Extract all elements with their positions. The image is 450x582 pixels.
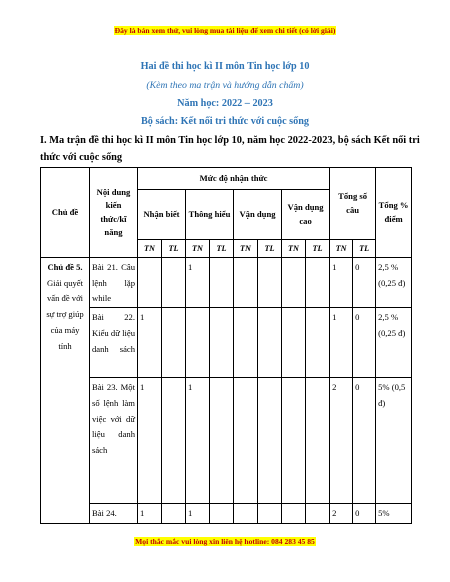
percent-cell: 5%: [376, 504, 412, 524]
header-topic: Chủ đề: [41, 168, 90, 258]
school-year: Năm học: 2022 – 2023: [177, 98, 273, 109]
header-content: Nội dung kiến thức/kĩ năng: [90, 168, 138, 258]
value-cell: [138, 258, 162, 308]
value-cell: [162, 504, 186, 524]
percent-cell: 2,5 % (0,25 đ): [376, 258, 412, 308]
hotline-banner-text: Mọi thắc mắc vui lòng xin liên hệ hotline: 084 283 45 85: [135, 537, 315, 546]
value-cell: 1: [138, 504, 162, 524]
value-cell: [258, 504, 282, 524]
value-cell: 0: [353, 258, 376, 308]
value-cell: 0: [353, 308, 376, 378]
header-tl: TL: [162, 240, 186, 258]
value-cell: [282, 504, 306, 524]
header-total-questions: Tổng số câu: [330, 168, 376, 240]
header-level-understand: Thông hiểu: [186, 190, 234, 240]
document-title: Hai đề thi học kì II môn Tin học lớp 10: [140, 61, 310, 72]
header-level-recognize: Nhận biết: [138, 190, 186, 240]
header-tl: TL: [306, 240, 330, 258]
table-row: [41, 308, 412, 378]
header-tl: TL: [258, 240, 282, 258]
value-cell: [162, 378, 186, 504]
preview-banner-text: Đây là bản xem thử, vui lòng mua tài liệu để xem chi tiết (có lời giải): [114, 26, 336, 35]
header-tl: TL: [353, 240, 376, 258]
exam-matrix-table: [40, 167, 412, 524]
topic-name: Chủ đề 5.: [47, 262, 83, 272]
document-subtitle: (Kèm theo ma trận và hướng dẫn chấm): [146, 80, 304, 91]
header-level-group: Mức độ nhận thức: [138, 168, 330, 190]
value-cell: [282, 378, 306, 504]
value-cell: 1: [330, 258, 353, 308]
percent-cell: 5% (0,5 đ): [376, 378, 412, 504]
topic-cell: [41, 258, 90, 524]
header-level-apply-high: Vận dụng cao: [282, 190, 330, 240]
value-cell: 0: [353, 504, 376, 524]
value-cell: 1: [186, 258, 210, 308]
topic-description: Giải quyết vấn đề với sự trợ giúp của máy tính: [46, 277, 84, 351]
value-cell: 1: [330, 308, 353, 378]
value-cell: 1: [138, 308, 162, 378]
book-series: Bộ sách: Kết nối tri thức với cuộc sống: [141, 116, 309, 127]
value-cell: 1: [138, 378, 162, 504]
hotline-banner: [0, 534, 450, 547]
value-cell: [186, 308, 210, 378]
header-level-apply: Vận dụng: [234, 190, 282, 240]
value-cell: [282, 308, 306, 378]
preview-banner: [0, 23, 450, 36]
value-cell: [234, 308, 258, 378]
value-cell: [306, 378, 330, 504]
value-cell: 0: [353, 378, 376, 504]
value-cell: [282, 258, 306, 308]
header-tl: TL: [210, 240, 234, 258]
value-cell: 2: [330, 504, 353, 524]
value-cell: [306, 504, 330, 524]
value-cell: [210, 258, 234, 308]
header-tn: TN: [186, 240, 210, 258]
percent-cell: 2,5 % (0,25 đ): [376, 308, 412, 378]
value-cell: [210, 378, 234, 504]
value-cell: [258, 378, 282, 504]
value-cell: [306, 258, 330, 308]
value-cell: [234, 504, 258, 524]
value-cell: 1: [186, 504, 210, 524]
value-cell: [258, 258, 282, 308]
value-cell: [306, 308, 330, 378]
lesson-cell: Bài 23. Một số lệnh làm việc với dữ liệu danh sách: [90, 378, 138, 504]
header-tn: TN: [234, 240, 258, 258]
header-tn: TN: [282, 240, 306, 258]
value-cell: [234, 378, 258, 504]
header-tn: TN: [138, 240, 162, 258]
value-cell: 1: [186, 378, 210, 504]
table-row: [41, 258, 412, 308]
value-cell: [162, 258, 186, 308]
header-total-percent: Tổng % điểm: [376, 168, 412, 258]
value-cell: [258, 308, 282, 378]
value-cell: [234, 258, 258, 308]
lesson-cell: Bài 21. Câu lệnh lặp while: [90, 258, 138, 308]
value-cell: [162, 308, 186, 378]
lesson-cell: Bài 24.: [90, 504, 138, 524]
header-tn: TN: [330, 240, 353, 258]
value-cell: [210, 504, 234, 524]
table-row: [41, 504, 412, 524]
value-cell: [210, 308, 234, 378]
lesson-cell: Bài 22. Kiểu dữ liệu danh sách: [90, 308, 138, 378]
section-heading: I. Ma trận đề thi học kì II môn Tin học lớp 10, năm học 2022-2023, bộ sách Kết nối tri thức với cuộc sống: [40, 135, 420, 163]
table-row: [41, 378, 412, 504]
value-cell: 2: [330, 378, 353, 504]
